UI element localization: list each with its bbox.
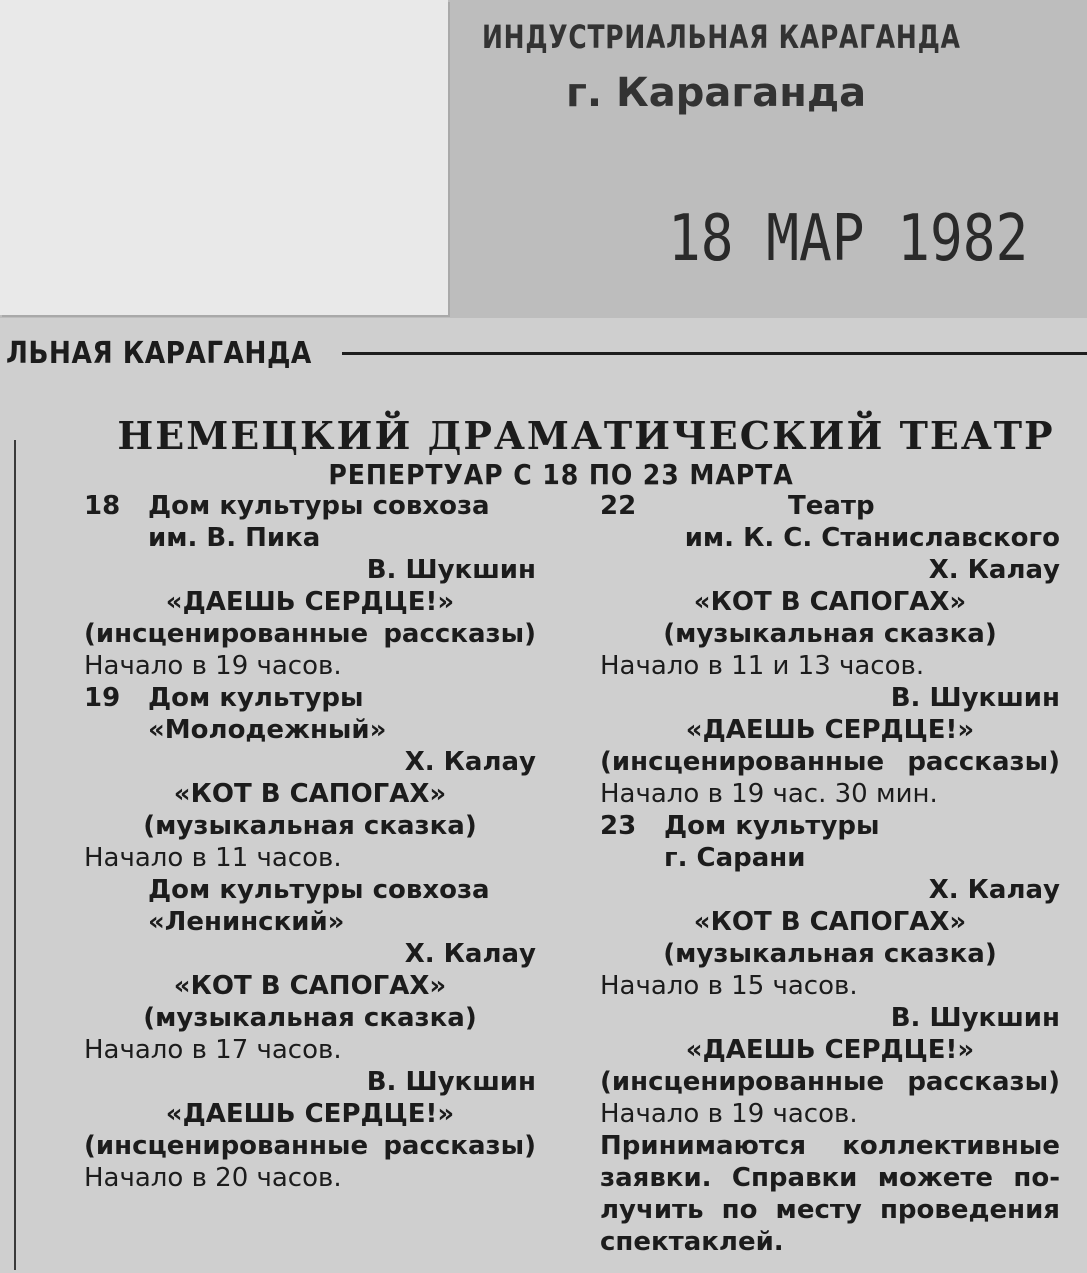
play-genre: (музыкальная сказка) bbox=[663, 939, 997, 969]
author: Х. Калау bbox=[928, 875, 1060, 905]
clipping-header-sheet bbox=[0, 0, 1087, 330]
schedule-entry bbox=[600, 810, 1060, 842]
play-genre: (инсценированные рассказы) bbox=[600, 747, 1060, 777]
masthead-rule bbox=[342, 352, 1087, 355]
newspaper-clipping bbox=[0, 318, 1087, 1273]
day-number: 18 bbox=[84, 491, 121, 521]
play-title: «КОТ В САПОГАХ» bbox=[693, 587, 967, 617]
day-number: 22 bbox=[600, 491, 637, 521]
start-time: Начало в 17 часов. bbox=[84, 1035, 342, 1065]
booking-note: Принимаются коллективные bbox=[600, 1131, 1060, 1161]
booking-note: лучить по месту проведения bbox=[600, 1195, 1060, 1225]
play-genre: (инсценированные рассказы) bbox=[84, 1131, 536, 1161]
author: Х. Калау bbox=[404, 939, 536, 969]
author: Х. Калау bbox=[928, 555, 1060, 585]
venue: им. В. Пика bbox=[148, 523, 321, 553]
venue: Дом культуры bbox=[148, 683, 364, 713]
schedule-entry bbox=[84, 490, 536, 522]
start-time: Начало в 11 часов. bbox=[84, 843, 342, 873]
notice-subtitle: РЕПЕРТУАР С 18 ПО 23 МАРТА bbox=[328, 458, 794, 491]
venue: Театр bbox=[788, 491, 875, 521]
author: Х. Калау bbox=[404, 747, 536, 777]
day-number: 23 bbox=[600, 811, 637, 841]
start-time: Начало в 20 часов. bbox=[84, 1163, 342, 1193]
schedule-left-column bbox=[84, 490, 536, 1194]
start-time: Начало в 11 и 13 часов. bbox=[600, 651, 925, 681]
play-title: «ДАЕШЬ СЕРДЦЕ!» bbox=[685, 1035, 975, 1065]
play-title: «КОТ В САПОГАХ» bbox=[173, 971, 447, 1001]
play-title: «ДАЕШЬ СЕРДЦЕ!» bbox=[165, 587, 455, 617]
notice-title: НЕМЕЦКИЙ ДРАМАТИЧЕСКИЙ ТЕАТР bbox=[117, 413, 1055, 458]
venue: «Молодежный» bbox=[148, 715, 387, 745]
schedule-entry bbox=[84, 682, 536, 714]
venue: «Ленинский» bbox=[148, 907, 345, 937]
venue: Дом культуры совхоза bbox=[148, 875, 490, 905]
start-time: Начало в 15 часов. bbox=[600, 971, 858, 1001]
author: В. Шукшин bbox=[890, 683, 1060, 713]
venue: Дом культуры bbox=[664, 811, 880, 841]
author: В. Шукшин bbox=[366, 555, 536, 585]
play-genre: (музыкальная сказка) bbox=[143, 1003, 477, 1033]
venue: Дом культуры совхоза bbox=[148, 491, 490, 521]
venue: им. К. С. Станиславского bbox=[684, 523, 1060, 553]
play-title: «ДАЕШЬ СЕРДЦЕ!» bbox=[685, 715, 975, 745]
play-genre: (инсценированные рассказы) bbox=[84, 619, 536, 649]
newspaper-masthead: ЛЬНАЯ КАРАГАНДА bbox=[6, 336, 312, 371]
frame-rule bbox=[14, 440, 16, 1270]
archive-stamp-newspaper: ИНДУСТРИАЛЬНАЯ КАРАГАНДА bbox=[482, 18, 961, 56]
schedule-right-column bbox=[600, 490, 1060, 1258]
play-title: «КОТ В САПОГАХ» bbox=[173, 779, 447, 809]
start-time: Начало в 19 час. 30 мин. bbox=[600, 779, 938, 809]
archive-stamp-city: г. Караганда bbox=[566, 70, 867, 116]
play-genre: (инсценированные рассказы) bbox=[600, 1067, 1060, 1097]
author: В. Шукшин bbox=[366, 1067, 536, 1097]
archive-stamp-date: 18 МАР 1982 bbox=[668, 202, 1029, 276]
play-title: «КОТ В САПОГАХ» bbox=[693, 907, 967, 937]
venue: г. Сарани bbox=[664, 843, 806, 873]
booking-note: спектаклей. bbox=[600, 1227, 784, 1257]
schedule-entry bbox=[600, 490, 1060, 522]
day-number: 19 bbox=[84, 683, 121, 713]
blank-paper-scrap bbox=[0, 0, 448, 315]
booking-note: заявки. Справки можете по- bbox=[600, 1163, 1060, 1193]
author: В. Шукшин bbox=[890, 1003, 1060, 1033]
play-genre: (музыкальная сказка) bbox=[663, 619, 997, 649]
start-time: Начало в 19 часов. bbox=[600, 1099, 858, 1129]
play-genre: (музыкальная сказка) bbox=[143, 811, 477, 841]
start-time: Начало в 19 часов. bbox=[84, 651, 342, 681]
play-title: «ДАЕШЬ СЕРДЦЕ!» bbox=[165, 1099, 455, 1129]
